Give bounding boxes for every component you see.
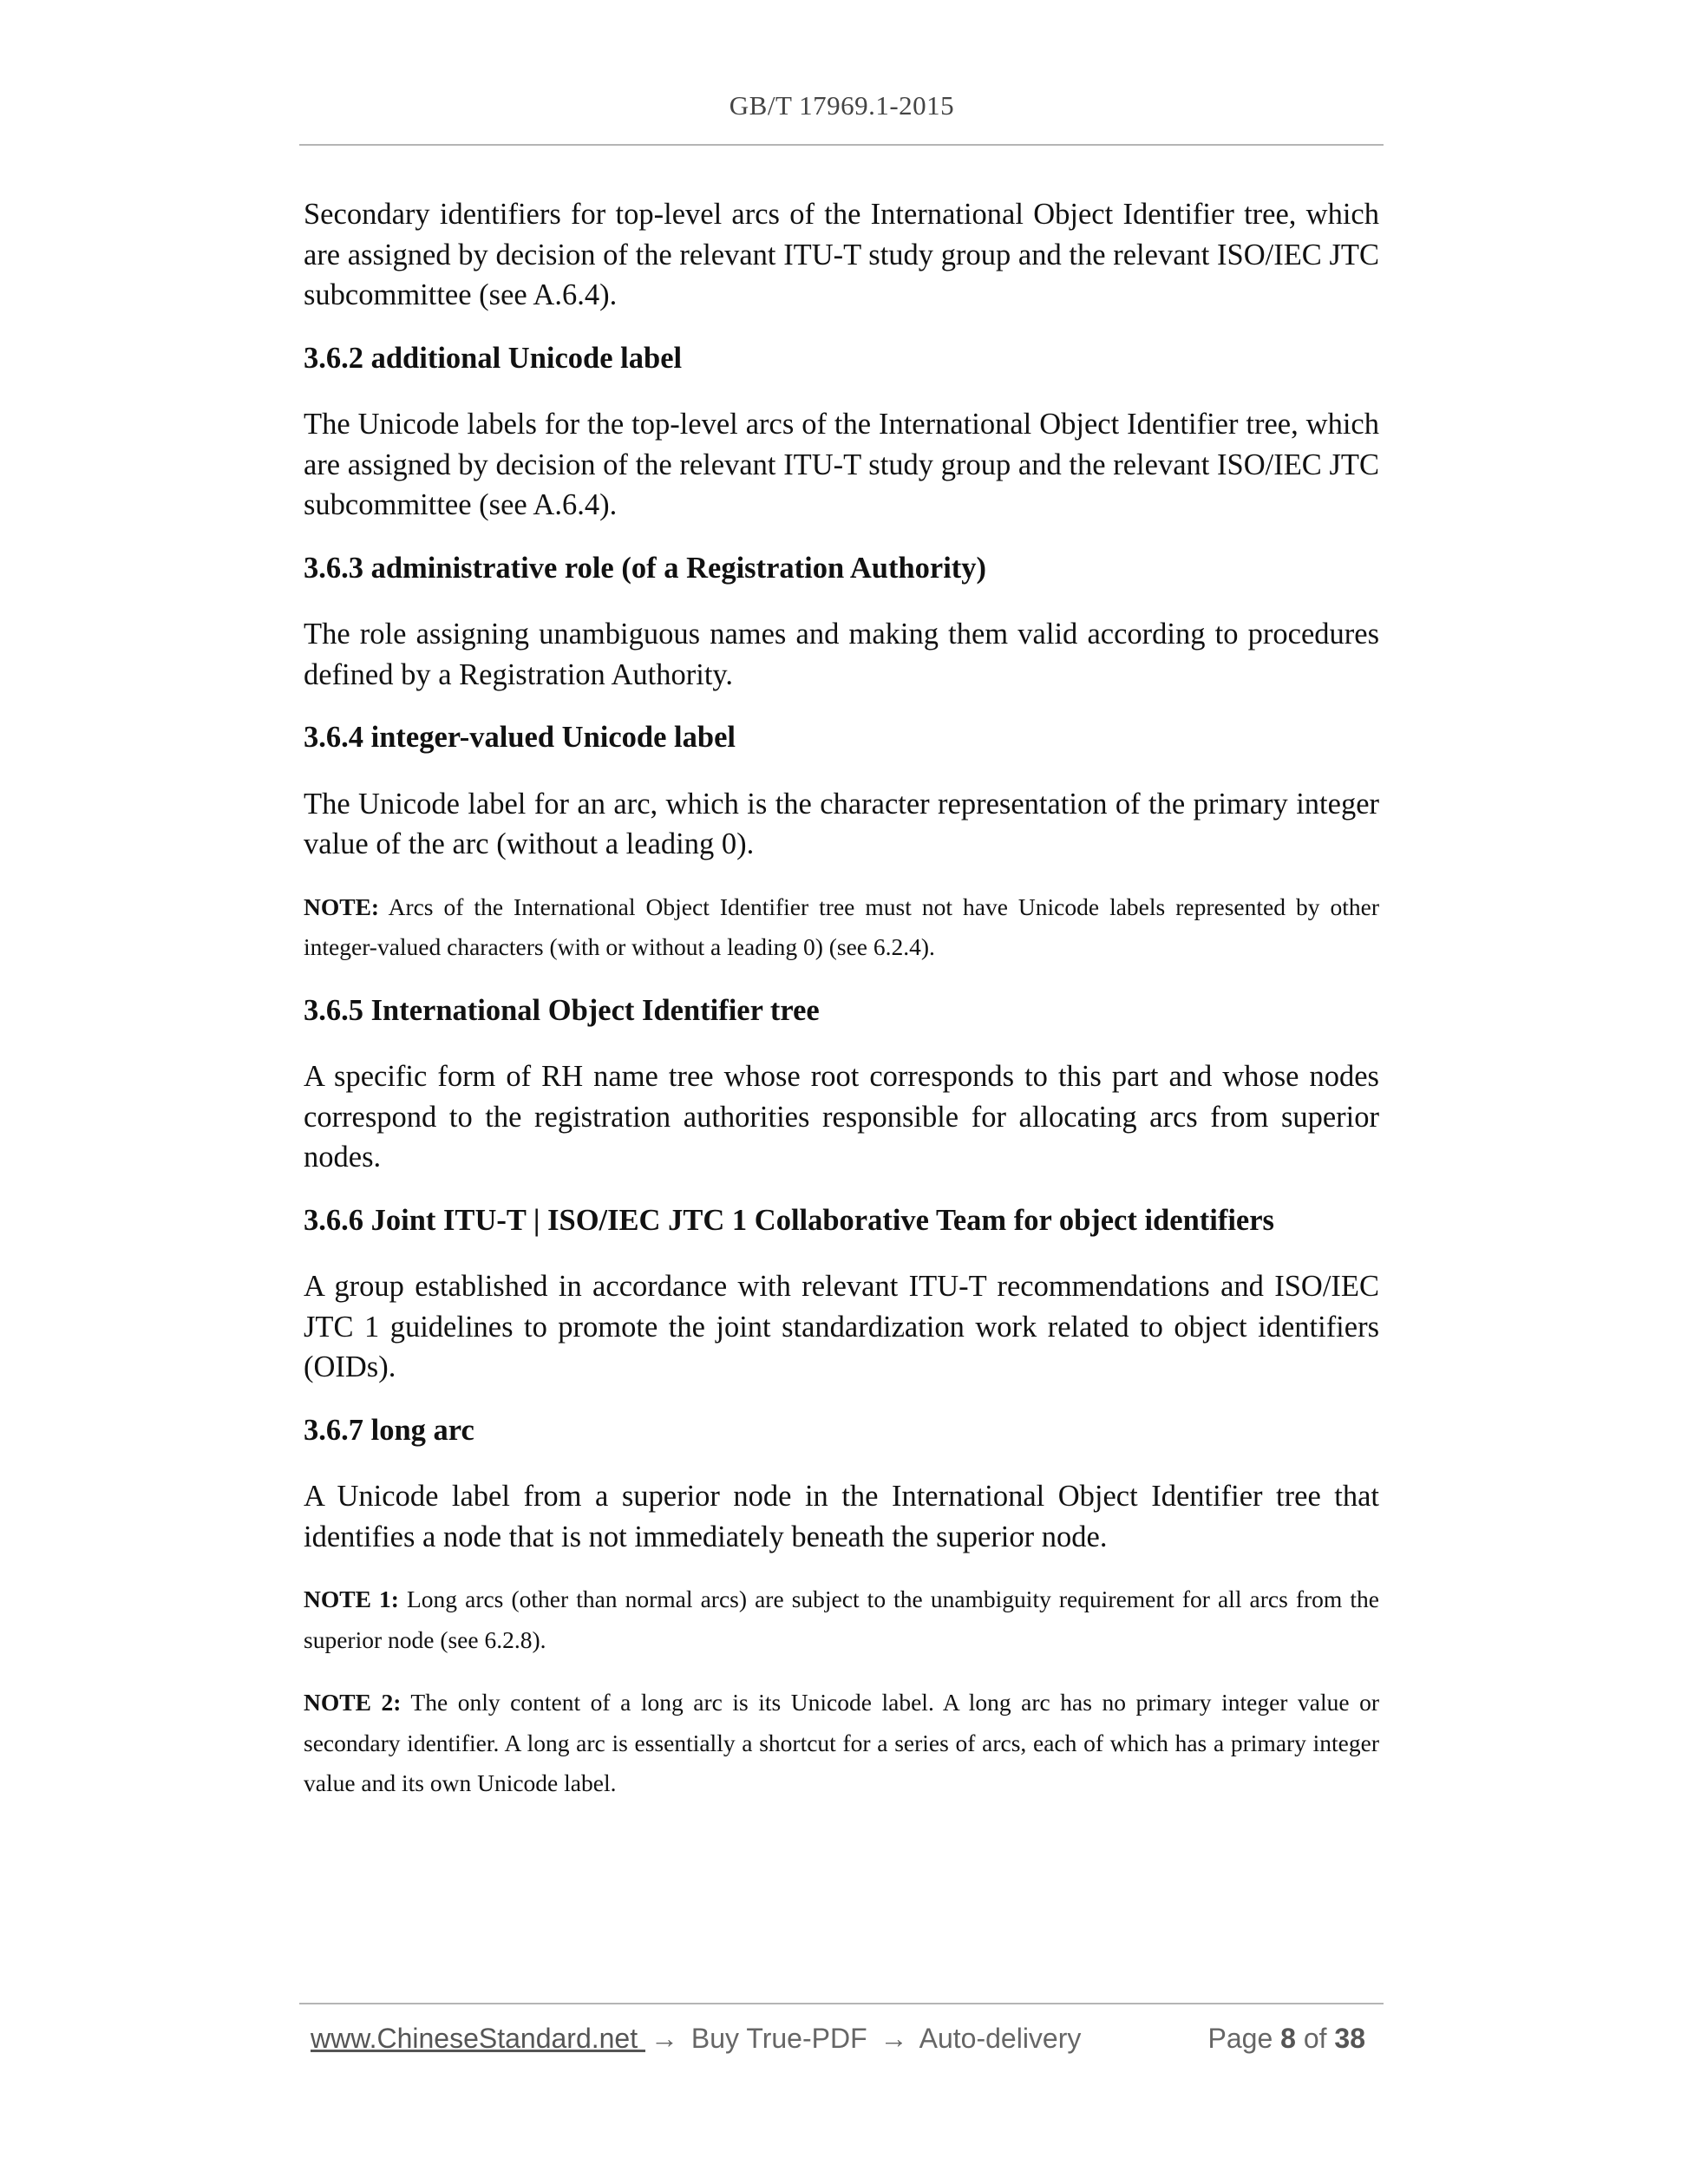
section-text-3-6-7: A Unicode label from a superior node in the International Object Identifier tree that identifies a node that is not immediately beneath the superior node. bbox=[304, 1480, 1379, 1553]
buy-true-pdf-text: Buy True-PDF bbox=[684, 2023, 875, 2054]
total-pages: 38 bbox=[1334, 2023, 1365, 2054]
intro-paragraph: Secondary identifiers for top-level arcs of the International Object Identifier tree, which are assigned by decision of the relevant ITU-T study group and the relevant ISO/IEC JTC subcommittee (see A.6.4). bbox=[304, 198, 1379, 311]
running-header: GB/T 17969.1-2015 bbox=[729, 90, 955, 121]
section-text-3-6-5: A specific form of RH name tree whose root corresponds to this part and whose nodes correspond to the registration authorities responsible for allocating arcs from superior nodes. bbox=[304, 1060, 1379, 1174]
page-word: Page bbox=[1207, 2023, 1281, 2054]
section-heading-3-6-4: 3.6.4 integer-valued Unicode label bbox=[304, 721, 736, 754]
section-text-3-6-6: A group established in accordance with relevant ITU-T recommendations and ISO/IEC JTC 1 guidelines to promote the joint standardization work related to object identifiers (OIDs). bbox=[304, 1270, 1379, 1383]
website-link[interactable]: www.ChineseStandard.net bbox=[311, 2023, 645, 2054]
auto-delivery-text: Auto-delivery bbox=[913, 2023, 1082, 2054]
page-footer bbox=[311, 2023, 1377, 2061]
section-heading-3-6-5: 3.6.5 International Object Identifier tree bbox=[304, 993, 820, 1027]
section-text-3-6-2: The Unicode labels for the top-level arcs of the International Object Identifier tree, which are assigned by decision of the relevant ITU-T study group and the relevant ISO/IEC JTC subcommittee (see A.6.4). bbox=[304, 408, 1379, 521]
note-text: The only content of a long arc is its Unicode label. A long arc has no primary integer value or secondary identifier. A long arc is essentially a shortcut for a series of arcs, each of which has a primary integer value and its own Unicode label. bbox=[304, 1689, 1379, 1796]
section-heading-3-6-6: 3.6.6 Joint ITU-T | ISO/IEC JTC 1 Collaborative Team for object identifiers bbox=[304, 1203, 1274, 1237]
section-heading-3-6-2: 3.6.2 additional Unicode label bbox=[304, 341, 683, 375]
current-page: 8 bbox=[1280, 2023, 1296, 2054]
section-heading-3-6-3: 3.6.3 administrative role (of a Registration Authority) bbox=[304, 551, 987, 585]
note-text: Arcs of the International Object Identifier tree must not have Unicode labels represented by other integer-valued characters (with or without a leading 0) (see 6.2.4). bbox=[304, 893, 1379, 960]
section-text-3-6-3: The role assigning unambiguous names and making them valid according to procedures defined by a Registration Authority. bbox=[304, 618, 1379, 691]
section-text-3-6-4: The Unicode label for an arc, which is the character representation of the primary integer value of the arc (without a leading 0). bbox=[304, 787, 1379, 860]
arrow-right-icon: → bbox=[651, 2023, 678, 2054]
note-1-3-6-7 bbox=[304, 1579, 1379, 1660]
section-heading-3-6-7: 3.6.7 long arc bbox=[304, 1413, 474, 1447]
note-2-3-6-7 bbox=[304, 1683, 1379, 1804]
footer-promo bbox=[311, 2023, 1081, 2055]
of-word: of bbox=[1295, 2023, 1335, 2054]
note-3-6-4 bbox=[304, 887, 1379, 968]
header-divider bbox=[299, 144, 1384, 146]
note-text: Long arcs (other than normal arcs) are subject to the unambiguity requirement for all arcs from the superior node (see 6.2.8). bbox=[304, 1586, 1379, 1653]
page-number bbox=[1208, 2023, 1365, 2055]
note-label: NOTE: bbox=[304, 893, 380, 920]
arrow-right-icon: → bbox=[880, 2023, 908, 2054]
page-body bbox=[304, 194, 1379, 1827]
note-label: NOTE 2: bbox=[304, 1689, 402, 1716]
footer-divider bbox=[299, 2003, 1384, 2004]
note-label: NOTE 1: bbox=[304, 1586, 399, 1612]
